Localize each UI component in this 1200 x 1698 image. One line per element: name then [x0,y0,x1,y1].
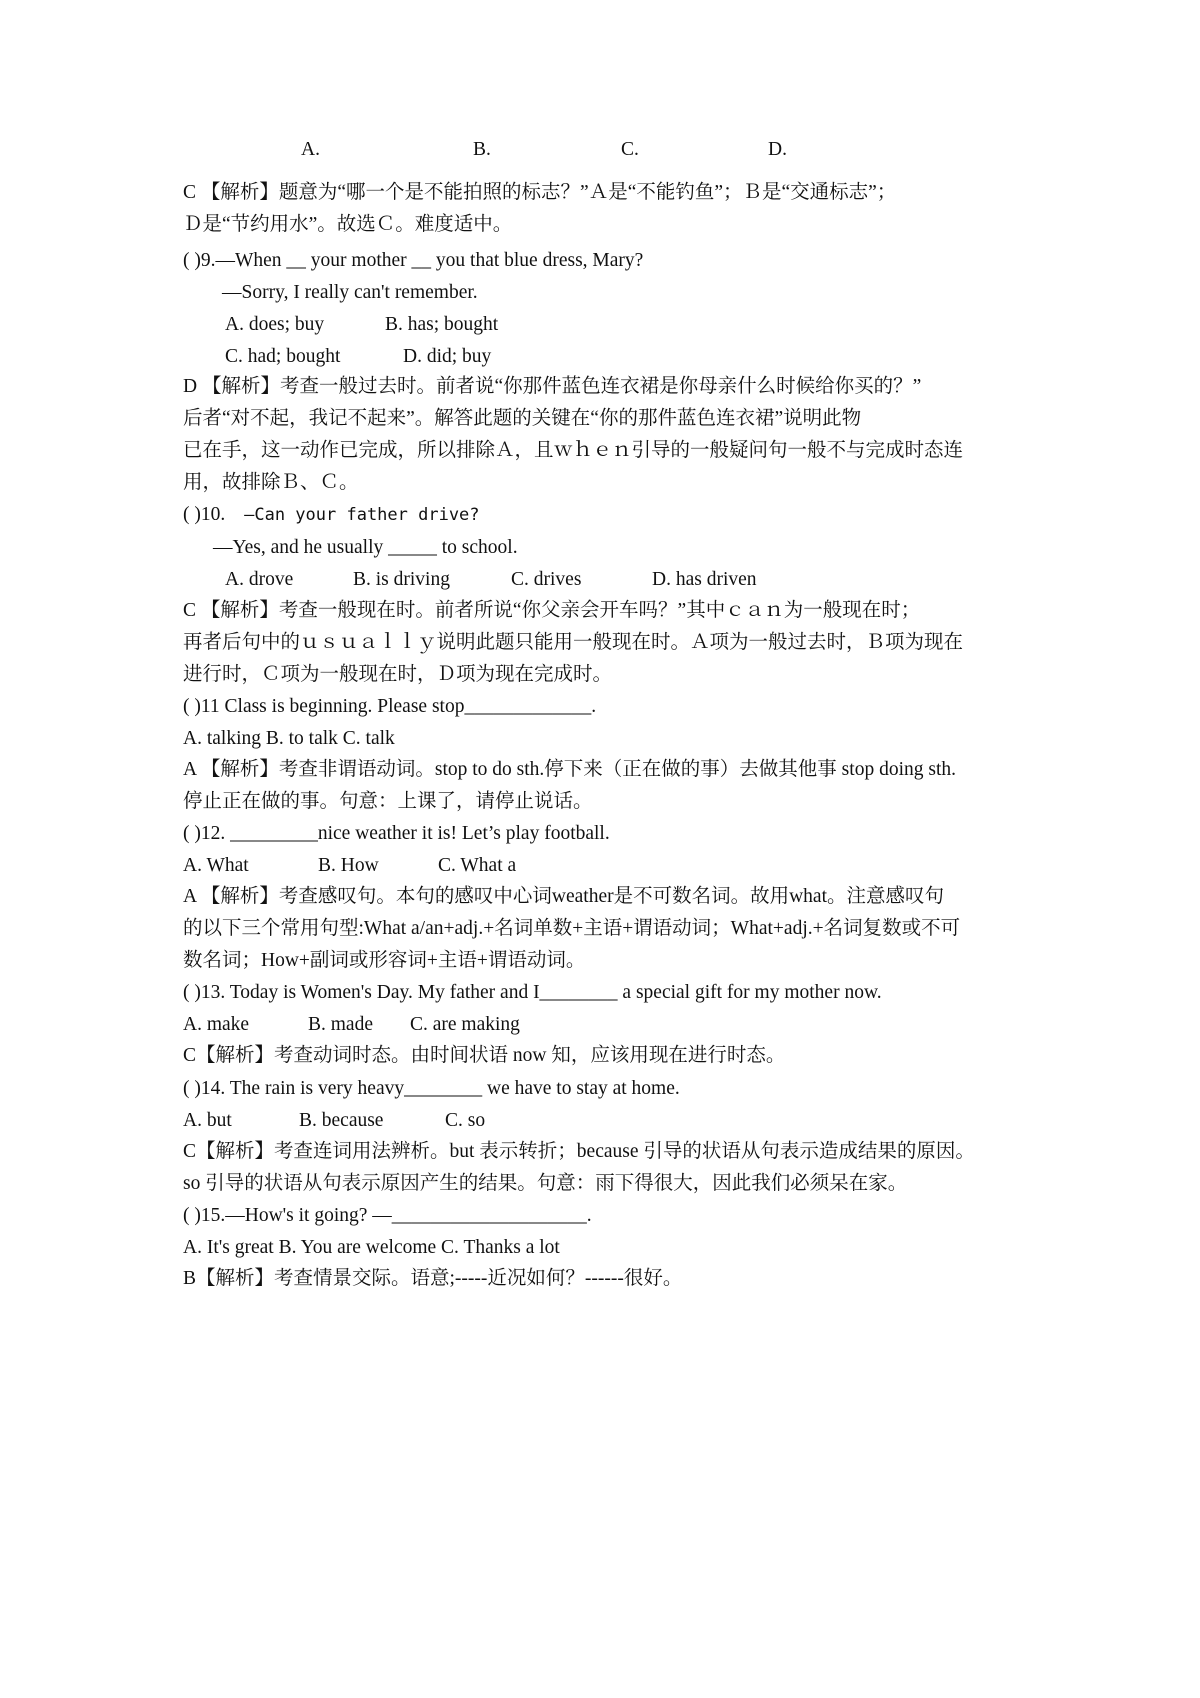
q13-option-c: C. are making [410,1014,520,1035]
image-option-a: A. [301,139,320,160]
q9-options-row-1 [225,312,1050,338]
q9-explanation-line: 用，故排除Ｂ、Ｃ。 [183,472,359,493]
q12-explanation-line: A 【解析】考查感叹句。本句的感叹中心词weather是不可数名词。故用what。注意感叹句 [183,886,944,907]
q12-option-b: B. How [318,855,379,876]
q15-options: A. It's great B. You are welcome C. Thanks a lot [183,1237,560,1258]
q14-explanation-line: C【解析】考查连词用法辨析。but 表示转折；because 引导的状语从句表示造成结果的原因。 [183,1141,975,1162]
q13-options-row [183,1012,1050,1038]
q9-explanation-line: D 【解析】考查一般过去时。前者说“你那件蓝色连衣裙是你母亲什么时候给你买的？” [183,376,922,397]
image-option-b: B. [473,139,491,160]
q11-explanation-line: 停止正在做的事。句意：上课了，请停止说话。 [183,791,593,812]
image-options-row [183,137,1050,163]
q9-option-a: A. does; buy [225,314,325,335]
q10-explanation-line: C 【解析】考查一般现在时。前者所说“你父亲会开车吗？”其中ｃａｎ为一般现在时； [183,600,921,621]
q10-question: —Can your father drive? [244,505,480,525]
q13-option-b: B. made [308,1014,373,1035]
q10-reply: —Yes, and he usually _____ to school. [213,537,518,558]
q10-explanation-line: 再者后句中的ｕｓｕａｌｌｙ说明此题只能用一般现在时。Ａ项为一般过去时，Ｂ项为现在 [183,632,964,653]
q10-option-a: A. drove [225,569,294,590]
q9-reply: —Sorry, I really can't remember. [222,282,478,303]
q12-explanation-line: 数名词；How+副词或形容词+主语+谓语动词。 [183,950,586,971]
q15-explanation-line: B【解析】考查情景交际。语意;-----近况如何？------很好。 [183,1268,683,1289]
q9-option-b: B. has; bought [385,314,499,335]
q10-option-c: C. drives [511,569,582,590]
q10-explanation-line: 进行时，Ｃ项为一般现在时，Ｄ项为现在完成时。 [183,664,613,685]
q11-options: A. talking B. to talk C. talk [183,728,395,749]
image-option-d: D. [768,139,787,160]
q14-explanation-line: so 引导的状语从句表示原因产生的结果。句意：雨下得很大，因此我们必须呆在家。 [183,1173,908,1194]
image-option-c: C. [621,139,639,160]
q10-option-b: B. is driving [353,569,450,590]
q10-options-row [225,567,1050,593]
q14-option-b: B. because [299,1110,384,1131]
q12-options-row [183,853,1050,879]
q10-option-d: D. has driven [652,569,757,590]
q12-explanation-line: 的以下三个常用句型:What a/an+adj.+名词单数+主语+谓语动词；What+adj.+名词复数或不可 [183,918,961,939]
q15-stem: ( )15.—How's it going? —____________________. [183,1205,592,1226]
q14-stem: ( )14. The rain is very heavy________ we have to stay at home. [183,1078,680,1099]
q11-stem: ( )11 Class is beginning. Please stop_____________. [183,696,597,717]
q12-option-a: A. What [183,855,249,876]
q10-paren: ( )10. [183,504,226,525]
q14-options-row [183,1108,1050,1134]
q13-explanation-line: C【解析】考查动词时态。由时间状语 now 知，应该用现在进行时态。 [183,1045,786,1066]
q8-explanation-line: Ｄ是“节约用水”。故选Ｃ。难度适中。 [183,214,513,235]
q9-explanation-line: 后者“对不起，我记不起来”。解答此题的关键在“你的那件蓝色连衣裙”说明此物 [183,408,862,429]
q9-option-c: C. had; bought [225,346,341,367]
q11-explanation-line: A 【解析】考查非谓语动词。stop to do sth.停下来（正在做的事）去做其他事 stop doing sth. [183,759,956,780]
q9-option-d: D. did; buy [403,346,492,367]
q13-option-a: A. make [183,1014,250,1035]
q8-explanation-line: C 【解析】题意为“哪一个是不能拍照的标志？”Ａ是“不能钓鱼”；Ｂ是“交通标志”； [183,182,897,203]
q14-option-c: C. so [445,1110,486,1131]
q14-option-a: A. but [183,1110,232,1131]
q10-stem [183,502,1050,528]
q9-explanation-line: 已在手，这一动作已完成，所以排除Ａ，且ｗｈｅｎ引导的一般疑问句一般不与完成时态连 [183,440,964,461]
q12-option-c: C. What a [438,855,517,876]
q13-stem: ( )13. Today is Women's Day. My father and I________ a special gift for my mother now. [183,982,882,1003]
q9-options-row-2 [225,344,1050,370]
q12-stem: ( )12. _________nice weather it is! Let’s play football. [183,823,610,844]
q9-stem: ( )9.—When __ your mother __ you that blue dress, Mary? [183,250,644,271]
